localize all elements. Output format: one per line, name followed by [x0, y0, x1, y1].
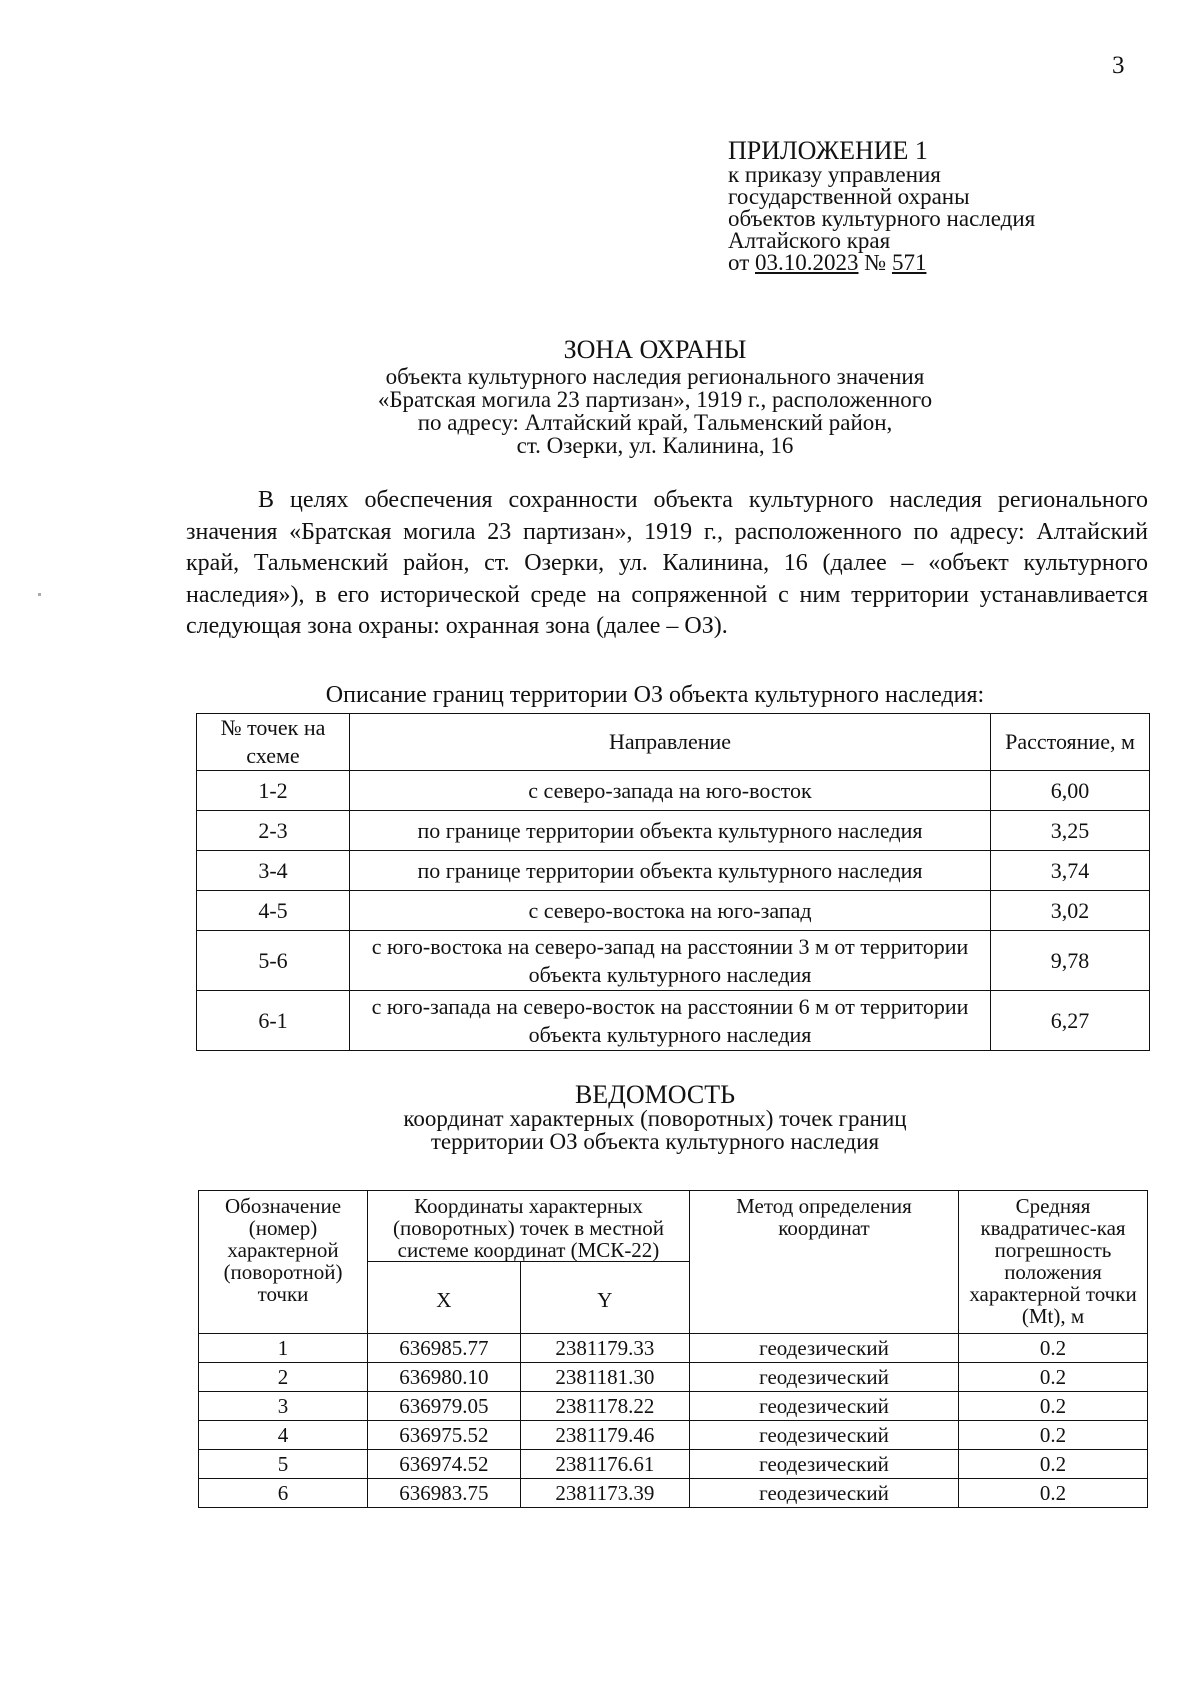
zone-subtitle-line: «Братская могила 23 партизан», 1919 г., расположенного: [377, 387, 933, 412]
vedomost-title: ВЕДОМОСТЬ: [574, 1080, 736, 1109]
cell-y: 2381173.39: [520, 1479, 689, 1508]
cell-error: 0.2: [959, 1421, 1148, 1450]
cell-method: геодезический: [690, 1334, 959, 1363]
cell-distance: 3,25: [991, 811, 1150, 851]
vedomost-subtitle-line: координат характерных (поворотных) точек границ: [403, 1106, 907, 1131]
boundaries-table: [196, 713, 1150, 1051]
cell-points: 4-5: [197, 891, 350, 931]
table-row: [199, 1334, 1148, 1363]
cell-x: 636979.05: [368, 1392, 521, 1421]
cell-error: 0.2: [959, 1450, 1148, 1479]
table-row: [197, 991, 1150, 1051]
table-row: [197, 811, 1150, 851]
cell-method: геодезический: [690, 1450, 959, 1479]
cell-points: 3-4: [197, 851, 350, 891]
body-paragraph: В целях обеспечения сохранности объекта культурного наследия регионального значения «Братская могила 23 партизан», 1919 г., расположенного по адресу: Алтайский край, Тальменский район, ст. Озерки, ул. Калинина, 16 (далее – «объект культурного наследия»), в его исторической среде на сопряженной с ним территории устанавливается следующая зона охраны: охранная зона (далее – ОЗ).: [186, 487, 1148, 639]
table-row: [197, 771, 1150, 811]
zone-subtitle-line: ст. Озерки, ул. Калинина, 16: [516, 433, 794, 458]
cell-y: 2381176.61: [520, 1450, 689, 1479]
header-y: Y: [520, 1262, 689, 1334]
zone-subtitle-line: по адресу: Алтайский край, Тальменский район,: [417, 410, 893, 435]
cell-direction: по границе территории объекта культурного наследия: [350, 851, 991, 891]
cell-method: геодезический: [690, 1421, 959, 1450]
cell-x: 636975.52: [368, 1421, 521, 1450]
order-date: 03.10.2023: [755, 250, 859, 275]
table-header-row: [199, 1191, 1148, 1262]
header-points: № точек на схеме: [197, 714, 350, 771]
cell-points: 5-6: [197, 931, 350, 991]
cell-y: 2381181.30: [520, 1363, 689, 1392]
header-designation: Обозначение (номер) характерной (поворотной) точки: [199, 1191, 368, 1334]
cell-n: 6: [199, 1479, 368, 1508]
cell-n: 3: [199, 1392, 368, 1421]
cell-distance: 3,02: [991, 891, 1150, 931]
order-number: 571: [891, 250, 927, 275]
vedomost-subtitle-line: территории ОЗ объекта культурного наследия: [430, 1129, 880, 1154]
cell-x: 636985.77: [368, 1334, 521, 1363]
table-row: [197, 891, 1150, 931]
cell-n: 4: [199, 1421, 368, 1450]
header-x: X: [368, 1262, 521, 1334]
table-row: [199, 1479, 1148, 1508]
page-number: 3: [1112, 52, 1125, 79]
cell-method: геодезический: [690, 1363, 959, 1392]
cell-y: 2381178.22: [520, 1392, 689, 1421]
table-row: [197, 851, 1150, 891]
cell-error: 0.2: [959, 1479, 1148, 1508]
table-row: [199, 1421, 1148, 1450]
appendix-date-line: [728, 252, 1035, 274]
date-prefix: от: [728, 250, 755, 275]
table-header-row: [197, 714, 1150, 771]
cell-direction: с северо-востока на юго-запад: [350, 891, 991, 931]
cell-direction: с юго-запада на северо-восток на расстоянии 6 м от территории объекта культурного наследия: [350, 991, 991, 1051]
cell-points: 2-3: [197, 811, 350, 851]
table1-caption: Описание границ территории ОЗ объекта культурного наследия:: [325, 682, 985, 708]
cell-n: 1: [199, 1334, 368, 1363]
cell-error: 0.2: [959, 1334, 1148, 1363]
header-coords: Координаты характерных (поворотных) точек в местной системе координат (МСК-22): [368, 1191, 690, 1262]
cell-n: 2: [199, 1363, 368, 1392]
cell-distance: 6,27: [991, 991, 1150, 1051]
number-prefix: №: [858, 250, 892, 275]
cell-x: 636980.10: [368, 1363, 521, 1392]
cell-x: 636983.75: [368, 1479, 521, 1508]
zone-title: ЗОНА ОХРАНЫ: [563, 335, 747, 364]
cell-n: 5: [199, 1450, 368, 1479]
scan-speck: [38, 593, 41, 596]
appendix-heading: ПРИЛОЖЕНИЕ 1: [728, 136, 928, 165]
header-distance: Расстояние, м: [991, 714, 1150, 771]
header-direction: Направление: [350, 714, 991, 771]
table-row: [199, 1392, 1148, 1421]
cell-distance: 3,74: [991, 851, 1150, 891]
cell-error: 0.2: [959, 1392, 1148, 1421]
header-error: Средняя квадратичес-кая погрешность положения характерной точки (Mt), м: [959, 1191, 1148, 1334]
cell-points: 1-2: [197, 771, 350, 811]
cell-distance: 9,78: [991, 931, 1150, 991]
appendix-line: государственной охраны: [728, 184, 970, 209]
cell-distance: 6,00: [991, 771, 1150, 811]
table-row: [199, 1363, 1148, 1392]
cell-direction: с юго-востока на северо-запад на расстоянии 3 м от территории объекта культурного наследия: [350, 931, 991, 991]
cell-direction: с северо-запада на юго-восток: [350, 771, 991, 811]
vedomost-subtitle: [0, 1107, 1200, 1153]
appendix-block: [728, 136, 1036, 275]
coordinates-table: [198, 1190, 1148, 1508]
cell-x: 636974.52: [368, 1450, 521, 1479]
cell-method: геодезический: [690, 1392, 959, 1421]
cell-y: 2381179.33: [520, 1334, 689, 1363]
header-method: Метод определения координат: [690, 1191, 959, 1334]
table-row: [197, 931, 1150, 991]
appendix-line: Алтайского края: [728, 228, 891, 253]
zone-subtitle: [0, 365, 1200, 457]
cell-points: 6-1: [197, 991, 350, 1051]
cell-direction: по границе территории объекта культурного наследия: [350, 811, 991, 851]
appendix-line: к приказу управления: [728, 162, 941, 187]
table-row: [199, 1450, 1148, 1479]
appendix-line: объектов культурного наследия: [728, 206, 1036, 231]
cell-method: геодезический: [690, 1479, 959, 1508]
zone-subtitle-line: объекта культурного наследия регионального значения: [385, 364, 925, 389]
cell-y: 2381179.46: [520, 1421, 689, 1450]
cell-error: 0.2: [959, 1363, 1148, 1392]
